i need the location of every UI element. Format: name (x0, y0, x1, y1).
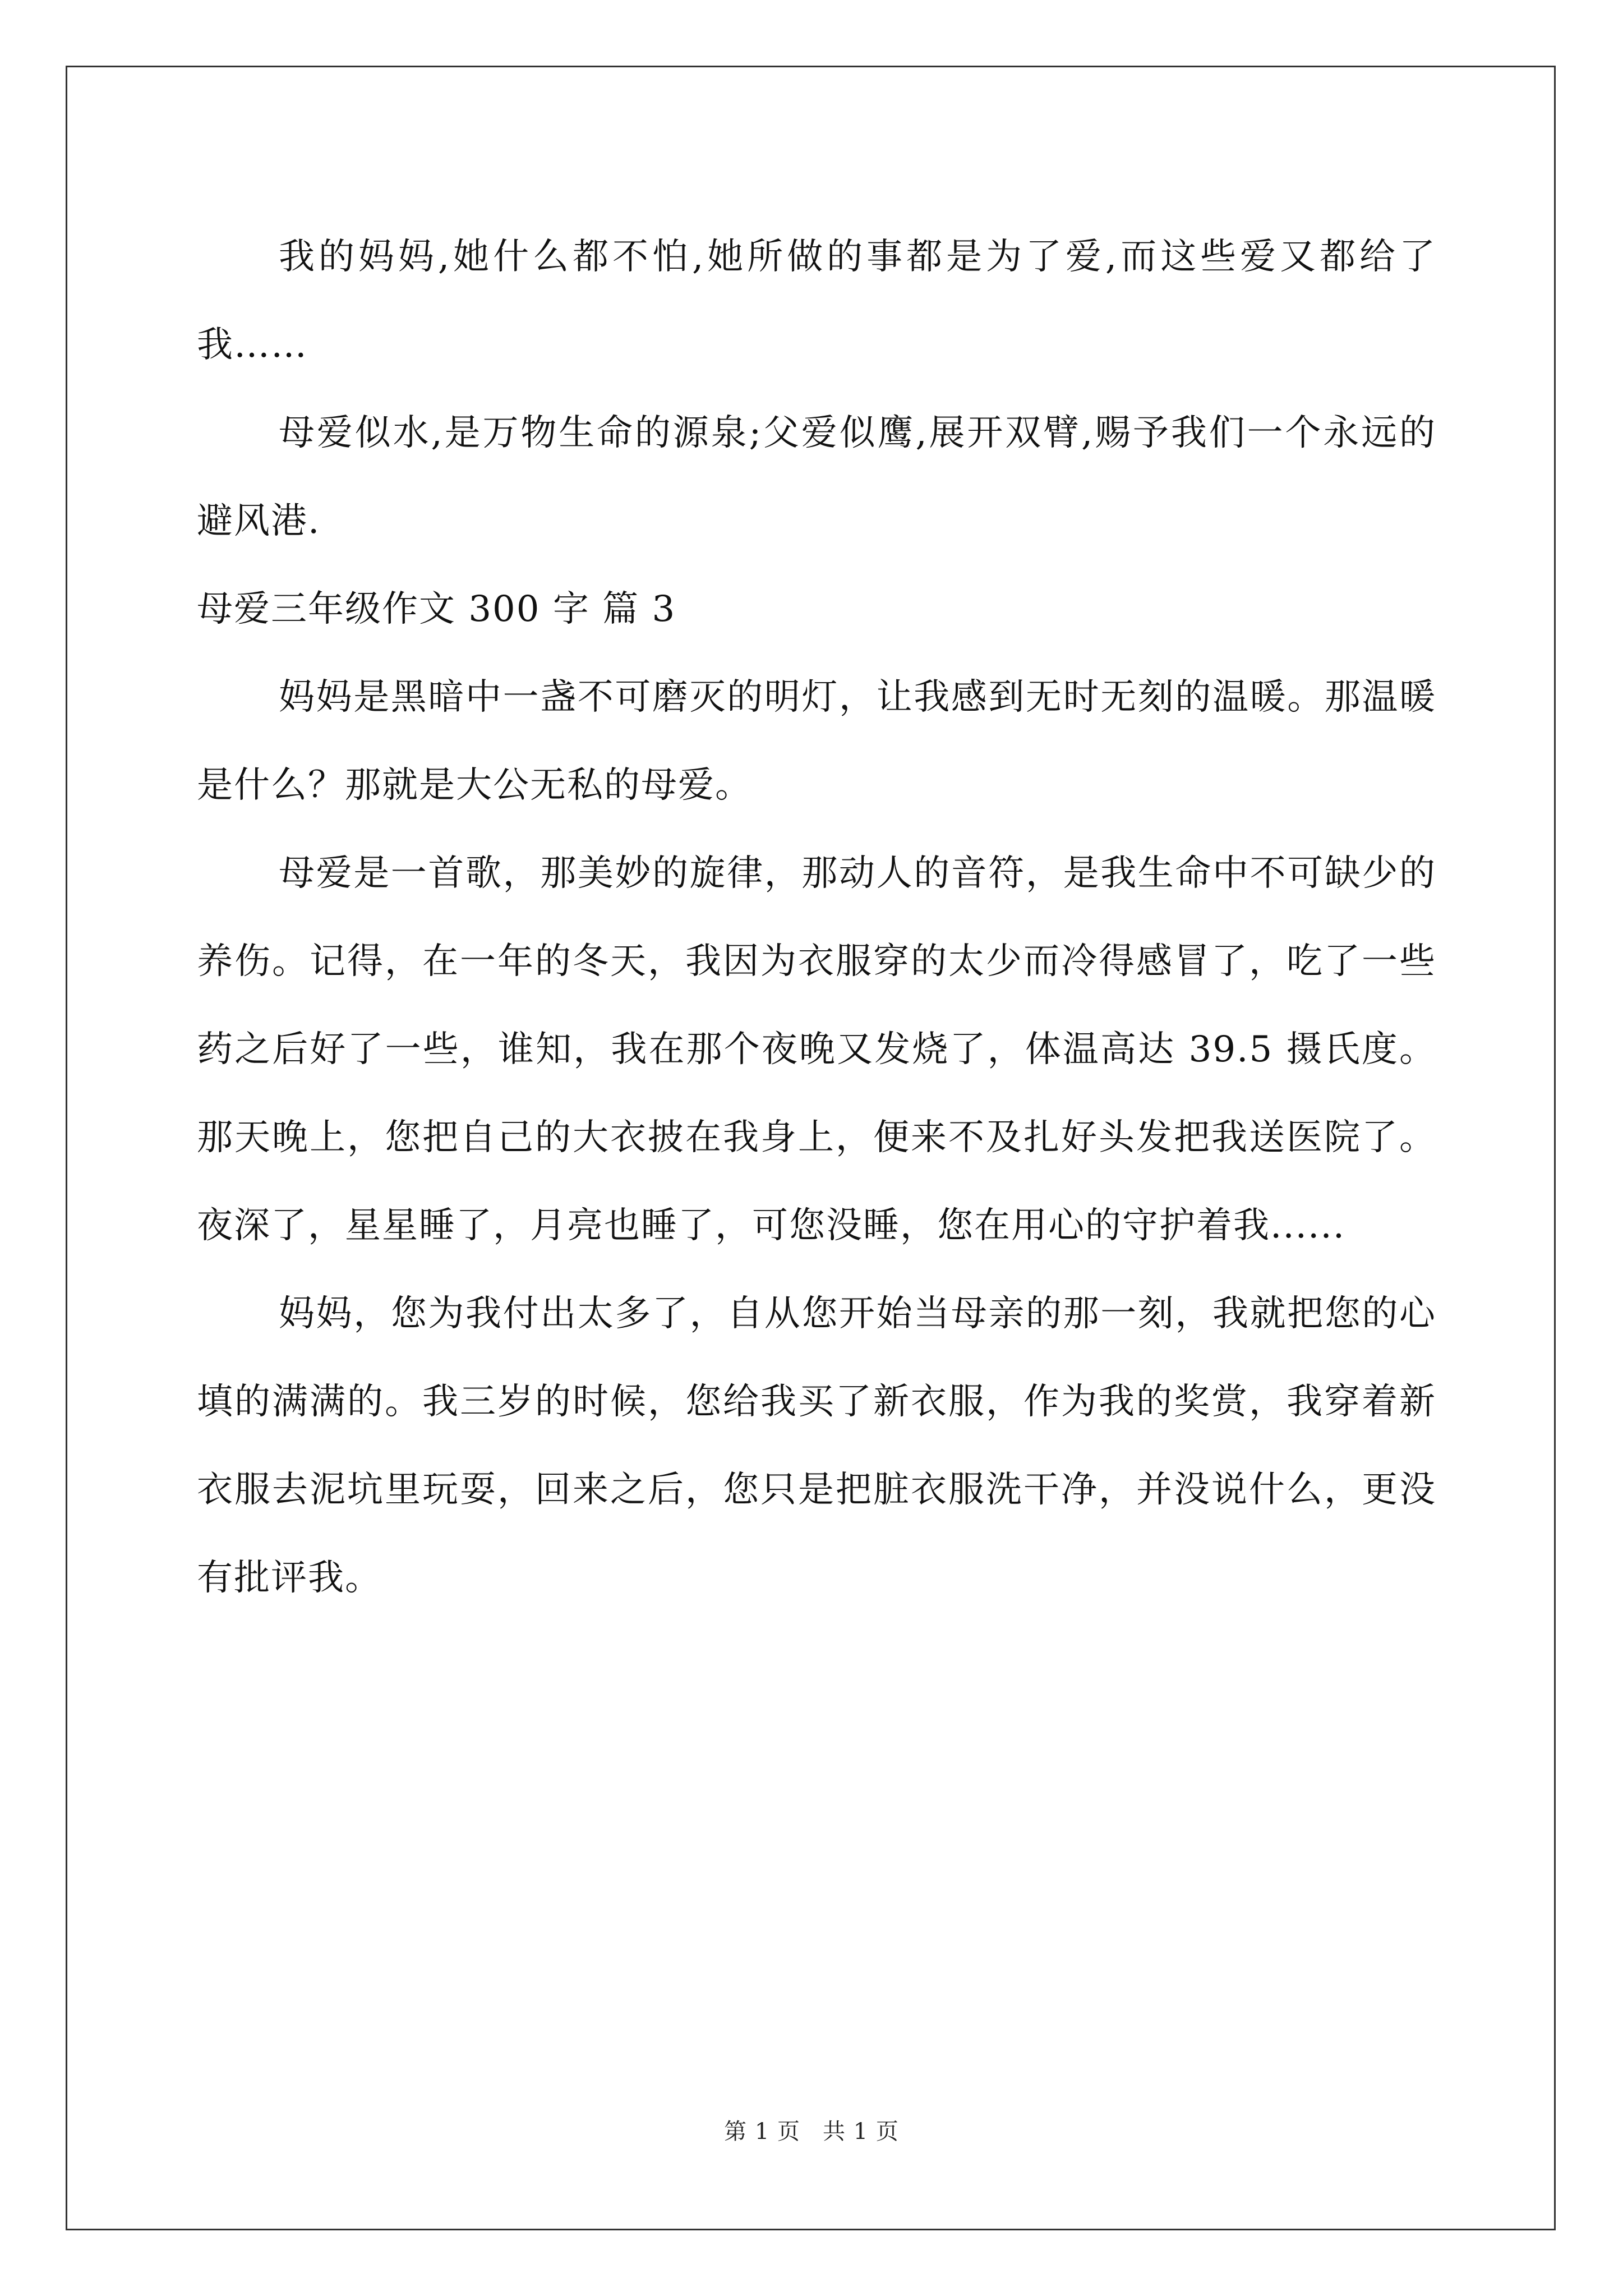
paragraph: 母爱是一首歌，那美妙的旋律，那动人的音符，是我生命中不可缺少的养伤。记得，在一年的冬天，我因为衣服穿的太少而冷得感冒了，吃了一些药之后好了一些，谁知，我在那个夜晚又发烧了，体温高达 39.5 摄氏度。那天晚上，您把自己的大衣披在我身上，便来不及扎好头发把我送医院了。夜深了，星星睡了，月亮也睡了，可您没睡，您在用心的守护着我...... (197, 853, 1436, 1246)
page-total: 共 1 页 (823, 2119, 899, 2145)
page-footer (0, 2114, 1623, 2146)
paragraph: 妈妈，您为我付出太多了，自从您开始当母亲的那一刻，我就把您的心填的满满的。我三岁的时候，您给我买了新衣服，作为我的奖赏，我穿着新衣服去泥坑里玩耍，回来之后，您只是把脏衣服洗干净，并没说什么，更没有批评我。 (197, 1293, 1436, 1599)
paragraph: 母爱似水,是万物生命的源泉;父爱似鹰,展开双臂,赐予我们一个永远的避风港. (197, 412, 1436, 542)
paragraph: 妈妈是黑暗中一盏不可磨灭的明灯，让我感到无时无刻的温暖。那温暖是什么？那就是大公无私的母爱。 (197, 677, 1436, 806)
paragraph: 我的妈妈,她什么都不怕,她所做的事都是为了爱,而这些爱又都给了我…… (197, 236, 1436, 366)
page-number: 第 1 页 (724, 2119, 800, 2145)
section-heading: 母爱三年级作文 300 字 篇 3 (197, 588, 676, 630)
document-body (197, 213, 1436, 1622)
